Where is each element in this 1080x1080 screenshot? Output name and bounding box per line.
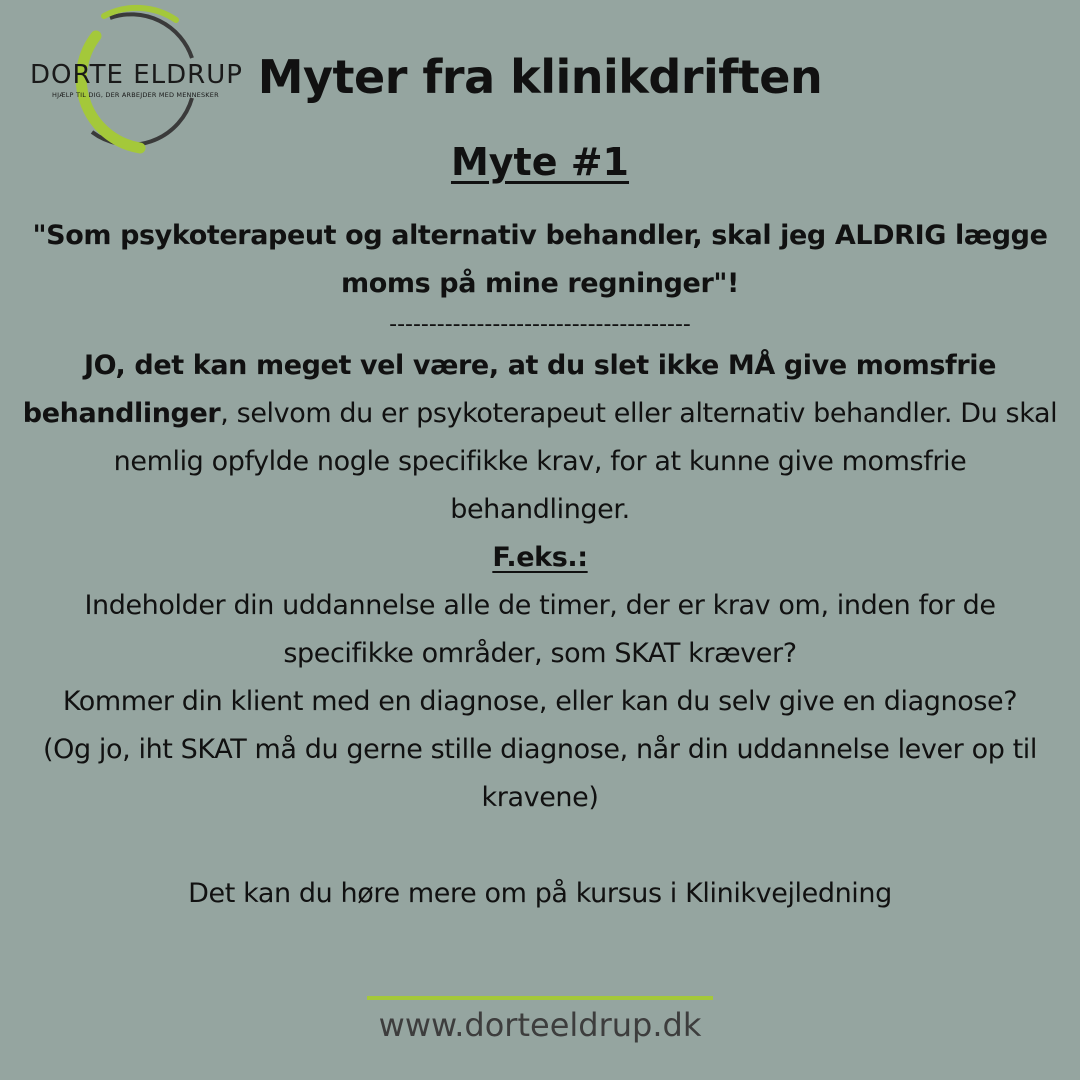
page-title: Myter fra klinikdriften [257,50,823,104]
myth-number: Myte #1 [450,140,630,184]
logo-name: DORTE ELDRUP [30,60,243,90]
website-link[interactable]: www.dorteeldrup.dk [378,1006,702,1044]
answer-paragraph [20,342,1060,534]
spacer [20,822,1060,870]
cta-text: Det kan du høre mere om på kursus i Klinikvejledning [188,878,892,909]
myth-quote: "Som psykoterapeut og alternativ behandler, skal jeg ALDRIG lægge moms på mine regninger"! [32,220,1048,299]
green-divider [367,996,713,1000]
example-3: (Og jo, iht SKAT må du gerne stille diagnose, når din uddannelse lever op til kravene) [42,734,1037,813]
logo-tagline: HJÆLP TIL DIG, DER ARBEJDER MED MENNESKER [52,91,219,99]
separator-line: -------------------------------------- [389,312,691,337]
answer-rest: , selvom du er psykoterapeut eller alternativ behandler. Du skal nemlig opfylde nogle specifikke krav, for at kunne give momsfrie behandlinger. [113,398,1058,525]
example-2: Kommer din klient med en diagnose, eller kan du selv give en diagnose? [62,686,1018,717]
main-content [20,212,1060,918]
logo [0,0,260,160]
answer-bold: JO, det kan meget vel være, at du slet ikke MÅ give momsfrie behandlinger [22,350,997,429]
example-heading: F.eks.: [492,542,588,573]
example-1: Indeholder din uddannelse alle de timer, der er krav om, inden for de specifikke områder, som SKAT kræver? [84,590,996,669]
